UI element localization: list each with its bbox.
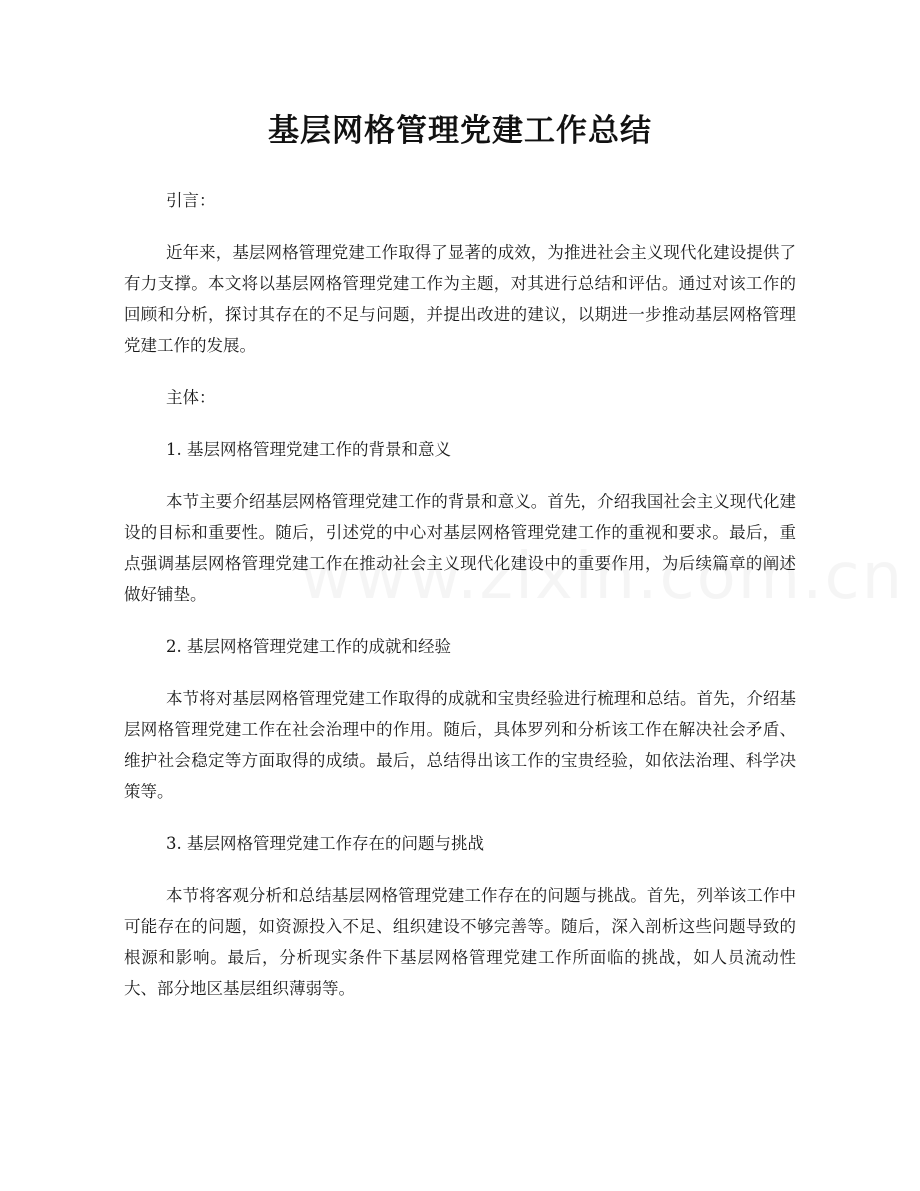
section-heading-2: 2. 基层网格管理党建工作的成就和经验 [166,637,451,656]
section-paragraph-1: 本节主要介绍基层网格管理党建工作的背景和意义。首先，介绍我国社会主义现代化建设的目标和重要性。随后，引述党的中心对基层网格管理党建工作的重视和要求。最后，重点强调基层网格管理党建工作在推动社会主义现代化建设中的重要作用，为后续篇章的阐述做好铺垫。 [124,492,796,604]
document-title: 基层网格管理党建工作总结 [268,113,652,149]
section-heading-1: 1. 基层网格管理党建工作的背景和意义 [166,440,451,459]
intro-paragraph: 近年来，基层网格管理党建工作取得了显著的成效，为推进社会主义现代化建设提供了有力支撑。本文将以基层网格管理党建工作为主题，对其进行总结和评估。通过对该工作的回顾和分析，探讨其存在的不足与问题，并提出改进的建议，以期进一步推动基层网格管理党建工作的发展。 [124,243,796,355]
section-paragraph-3: 本节将客观分析和总结基层网格管理党建工作存在的问题与挑战。首先，列举该工作中可能存在的问题，如资源投入不足、组织建设不够完善等。随后，深入剖析这些问题导致的根源和影响。最后，分析现实条件下基层网格管理党建工作所面临的挑战，如人员流动性大、部分地区基层组织薄弱等。 [124,886,796,998]
document-body [124,185,796,1025]
intro-label: 引言： [166,191,216,210]
section-heading-3: 3. 基层网格管理党建工作存在的问题与挑战 [166,834,484,853]
body-label: 主体： [166,388,216,407]
section-paragraph-2: 本节将对基层网格管理党建工作取得的成就和宝贵经验进行梳理和总结。首先，介绍基层网格管理党建工作在社会治理中的作用。随后，具体罗列和分析该工作在解决社会矛盾、维护社会稳定等方面取得的成绩。最后，总结得出该工作的宝贵经验，如依法治理、科学决策等。 [124,689,796,801]
